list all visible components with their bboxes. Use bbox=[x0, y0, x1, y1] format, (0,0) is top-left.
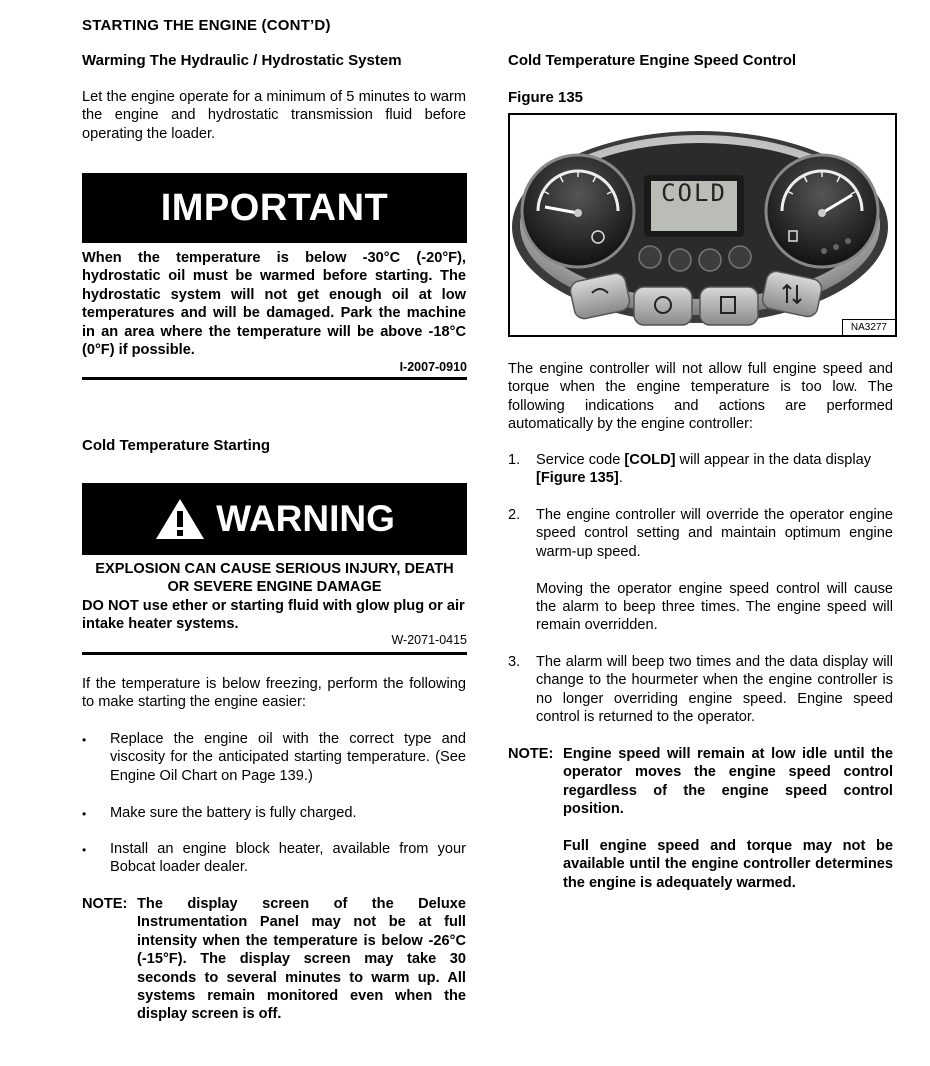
cold-start-heading: Cold Temperature Starting bbox=[82, 437, 271, 454]
list-item bbox=[82, 730, 466, 785]
step-text: Service code [COLD] will appear in the data display [Figure 135]. bbox=[536, 452, 872, 487]
step-number: 2. bbox=[508, 507, 521, 523]
fuel-gauge-icon bbox=[766, 155, 878, 267]
bullet-symbol: • bbox=[82, 733, 87, 747]
instrument-panel-illustration bbox=[510, 115, 895, 335]
info-button-icon bbox=[700, 287, 758, 325]
warning-headline-line-2: OR SEVERE ENGINE DAMAGE bbox=[167, 579, 382, 596]
speed-control-heading: Cold Temperature Engine Speed Control bbox=[508, 52, 797, 69]
figure-135 bbox=[508, 113, 897, 337]
warming-paragraph: Let the engine operate for a minimum of 5 minutes to warm the engine and hydrostatic transmission fluid before operating the loader. bbox=[82, 89, 466, 142]
lcd-display-text: COLD bbox=[661, 179, 727, 207]
important-banner bbox=[82, 173, 467, 243]
warning-headline-line-1: EXPLOSION CAN CAUSE SERIOUS INJURY, DEATH bbox=[95, 561, 454, 577]
warning-divider bbox=[82, 652, 467, 655]
warning-text: DO NOT use ether or starting fluid with glow plug or air intake heater systems. bbox=[82, 598, 465, 633]
important-label: IMPORTANT bbox=[160, 186, 389, 229]
list-item bbox=[508, 451, 893, 488]
bullet-text: Install an engine block heater, available from your Bobcat loader dealer. bbox=[110, 841, 466, 876]
figure-label: Figure 135 bbox=[508, 89, 584, 106]
warning-triangle-icon bbox=[154, 497, 206, 541]
warming-heading: Warming The Hydraulic / Hydrostatic System bbox=[82, 52, 402, 69]
warning-label: WARNING bbox=[216, 498, 395, 539]
left-note bbox=[82, 895, 466, 1024]
speed-intro: The engine controller will not allow full engine speed and torque when the engine temperature is too low. The following indications and actions are performed automatically by the engine controller: bbox=[508, 361, 893, 433]
freezing-intro: If the temperature is below freezing, perform the following to make starting the engine easier: bbox=[82, 676, 466, 711]
important-code: I-2007-0910 bbox=[399, 360, 467, 374]
bullet-text: Replace the engine oil with the correct type and viscosity for the anticipated starting temperature. (See Engine Oil Chart on Page 139.) bbox=[110, 731, 466, 784]
bullet-text: Make sure the battery is fully charged. bbox=[110, 805, 357, 821]
important-text: When the temperature is below -30°C (-20°F), hydrostatic oil must be warmed before starting. The hydrostatic system will not get enough oil at low temperatures and will be damaged. Park the machine in an area where the temperature will be above -18°C (0°F) if possible. bbox=[82, 250, 466, 359]
temperature-gauge-icon bbox=[522, 155, 634, 267]
step-text: The engine controller will override the operator engine speed control setting and maintain optimum engine warm-up speed. Moving the operator engine speed control will cause the alarm to beep three times. The engine speed will remain overridden. bbox=[536, 507, 893, 634]
list-item bbox=[82, 804, 466, 823]
right-note bbox=[508, 745, 893, 892]
figure-code: NA3277 bbox=[842, 319, 895, 335]
list-item bbox=[508, 506, 893, 635]
note-text: The display screen of the Deluxe Instrumentation Panel may not be at full intensity when the temperature is below -26°C (-15°F). The display screen may take 30 seconds to several minutes to warm up. All systems remain monitored even when the display screen is off. bbox=[137, 896, 466, 1023]
bullet-symbol: • bbox=[82, 807, 87, 821]
step-number: 1. bbox=[508, 452, 521, 468]
note-text: Engine speed will remain at low idle until the operator moves the engine speed control regardless of the engine speed control position. Full engine speed and torque may not be available until the engine controller determines the engine is adequately warmed. bbox=[563, 746, 893, 891]
step-number: 3. bbox=[508, 654, 521, 670]
note-label: NOTE: bbox=[82, 896, 128, 912]
warning-code: W-2071-0415 bbox=[391, 633, 467, 647]
important-divider bbox=[82, 377, 467, 380]
bullet-symbol: • bbox=[82, 843, 87, 857]
step-text: The alarm will beep two times and the data display will change to the hourmeter when the engine controller is no longer overriding engine speed. Engine speed control is returned to the operator. bbox=[536, 654, 893, 726]
warning-banner bbox=[82, 483, 467, 555]
list-item bbox=[508, 653, 893, 727]
speed-button-icon bbox=[634, 287, 692, 325]
section-title: STARTING THE ENGINE (CONT’D) bbox=[82, 17, 331, 34]
note-label: NOTE: bbox=[508, 746, 554, 762]
list-item bbox=[82, 840, 466, 877]
warning-headline bbox=[82, 560, 467, 597]
